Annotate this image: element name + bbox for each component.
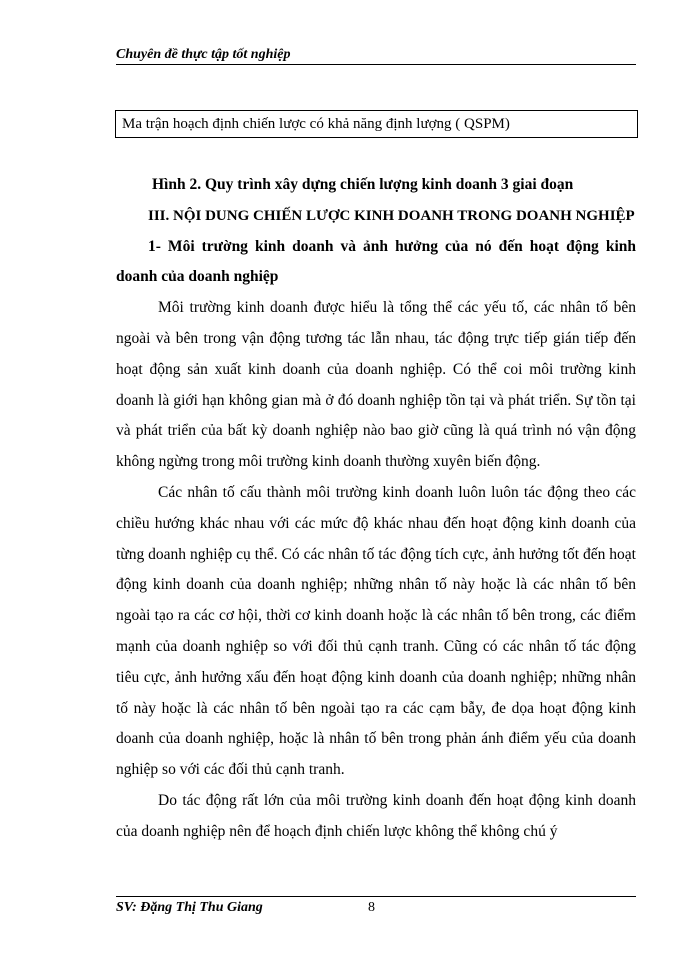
body-content bbox=[116, 170, 636, 848]
qspm-box-text: Ma trận hoạch định chiến lược có khả năng định lượng ( QSPM) bbox=[122, 116, 510, 132]
paragraph-2: Các nhân tố cấu thành môi trường kinh doanh luôn luôn tác động theo các chiều hướng khác nhau với các mức độ khác nhau đến hoạt động kinh doanh của từng doanh nghiệp cụ thể. Có các nhân tố tác động tích cực, ảnh hưởng tốt đến hoạt động kinh doanh của doanh nghiệp; những nhân tố này hoặc là các nhân tố bên ngoài tạo ra các cơ hội, thời cơ kinh doanh hoặc là các nhân tố bên trong, các điểm mạnh của doanh nghiệp so với đối thủ cạnh tranh. Cũng có các nhân tố tác động tiêu cực, ảnh hưởng xấu đến hoạt động kinh doanh của doanh nghiệp; những nhân tố này hoặc là các nhân tố bên ngoài tạo ra các cạm bẫy, đe dọa hoạt động kinh doanh của doanh nghiệp, hoặc là nhân tố bên trong phản ánh điểm yếu của doanh nghiệp so với các đối thủ cạnh tranh. bbox=[116, 483, 636, 779]
subsection-title: 1- Môi trường kinh doanh và ảnh hưởng của nó đến hoạt động kinh doanh của doanh nghiệp bbox=[116, 237, 636, 286]
header-title: Chuyên đề thực tập tốt nghiệp bbox=[116, 47, 291, 62]
qspm-box bbox=[115, 110, 638, 138]
section-title: III. NỘI DUNG CHIẾN LƯỢC KINH DOANH TRONG DOANH NGHIỆP bbox=[148, 207, 635, 224]
footer-author: SV: Đặng Thị Thu Giang bbox=[116, 900, 263, 915]
page-header bbox=[116, 47, 636, 65]
figure-title: Hình 2. Quy trình xây dựng chiến lượng kinh doanh 3 giai đoạn bbox=[152, 176, 574, 193]
paragraph-1: Môi trường kinh doanh được hiểu là tổng thể các yếu tố, các nhân tố bên ngoài và bên trong vận động tương tác lẫn nhau, tác động trực tiếp gián tiếp đến hoạt động sản xuất kinh doanh của doanh nghiệp. Có thể coi môi trường kinh doanh là giới hạn không gian mà ở đó doanh nghiệp tồn tại và phát triển. Sự tồn tại và phát triển của bất kỳ doanh nghiệp nào bao giờ cũng là quá trình nó vận động không ngừng trong môi trường kinh doanh thường xuyên biến động. bbox=[116, 299, 636, 471]
paragraph-3: Do tác động rất lớn của môi trường kinh doanh đến hoạt động kinh doanh của doanh nghiệp nên để hoạch định chiến lược không thể không chú ý bbox=[116, 791, 636, 840]
page-footer bbox=[116, 896, 636, 916]
page-number: 8 bbox=[368, 900, 375, 915]
